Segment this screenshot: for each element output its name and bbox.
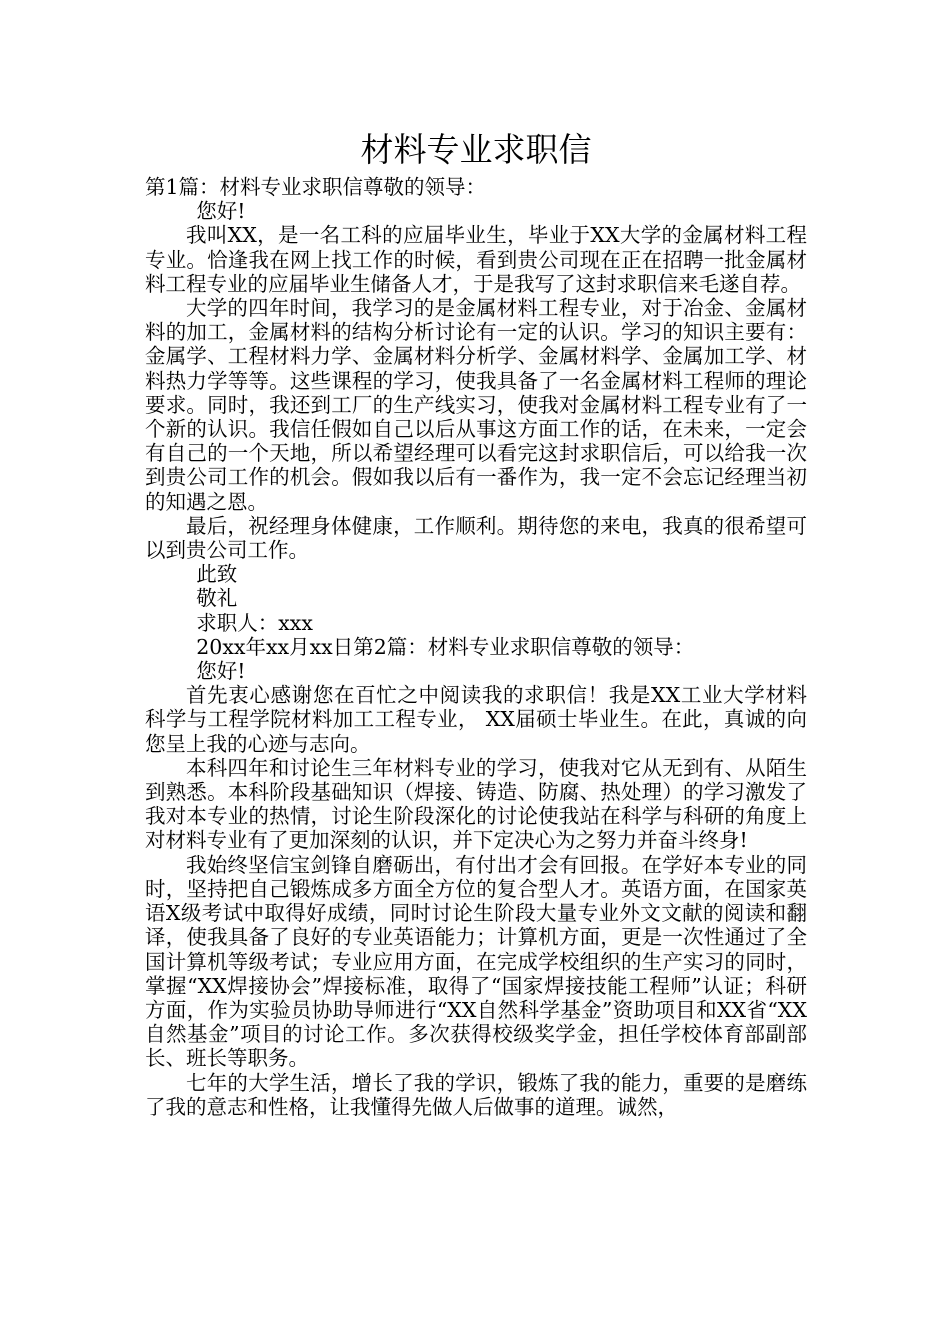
paragraph-3: 最后，祝经理身体健康，工作顺利。期待您的来电，我真的很希望可以到贵公司工作。	[145, 513, 807, 563]
document-title: 材料专业求职信	[360, 130, 592, 169]
paragraph-5: 本科四年和讨论生三年材料专业的学习，使我对它从无到有、从陌生到熟悉。本科阶段基础知识（焊接、铸造、防腐、热处理）的学习激发了我对本专业的热情，讨论生阶段深化的讨论使我站在科学与科研的角度上对材料专业有了更加深刻的认识，并下定决心为之努力并奋斗终身!	[145, 755, 807, 853]
greeting-2: 您好!	[196, 659, 246, 684]
document-page	[145, 125, 807, 1119]
paragraph-4: 首先衷心感谢您在百忙之中阅读我的求职信！我是XX工业大学材料科学与工程学院材料加工工程专业， XX届硕士毕业生。在此，真诚的向您呈上我的心迹与志向。	[145, 683, 807, 756]
paragraph-2: 大学的四年时间，我学习的是金属材料工程专业，对于冶金、金属材料的加工，金属材料的结构分析讨论有一定的认识。学习的知识主要有：金属学、工程材料力学、金属材料分析学、金属材料学、金属加工学、材料热力学等等。这些课程的学习，使我具备了一名金属材料工程师的理论要求。同时，我还到工厂的生产线实习，使我对金属材料工程专业有了一个新的认识。我信任假如自己以后从事这方面工作的话，在未来，一定会有自己的一个天地，所以希望经理可以看完这封求职信后，可以给我一次到贵公司工作的机会。假如我以后有一番作为，我一定不会忘记经理当初的知遇之恩。	[145, 296, 807, 514]
closing-line-1: 此致	[196, 562, 238, 587]
section-1-heading: 第1篇：材料专业求职信尊敬的领导：	[145, 175, 487, 199]
paragraph-1: 我叫XX，是一名工科的应届毕业生，毕业于XX大学的金属材料工程专业。恰逢我在网上找工作的时候，看到贵公司现在正在招聘一批金属材料工程专业的应届毕业生储备人才，于是我写了这封求职信来毛遂自荐。	[145, 223, 807, 296]
paragraph-7: 七年的大学生活，增长了我的学识，锻炼了我的能力，重要的是磨练了我的意志和性格，让我懂得先做人后做事的道理。诚然，	[145, 1070, 807, 1119]
closing-line-2: 敬礼	[196, 586, 238, 611]
date-and-section-2-heading: 20xx年xx月xx日第2篇：材料专业求职信尊敬的领导：	[196, 634, 695, 659]
greeting-1: 您好!	[196, 199, 246, 224]
signature-line: 求职人：xxx	[196, 610, 313, 635]
paragraph-6: 我始终坚信宝剑锋自磨砺出，有付出才会有回报。在学好本专业的同时，坚持把自己锻炼成多方面全方位的复合型人才。英语方面，在国家英语X级考试中取得好成绩，同时讨论生阶段大量专业外文文献的阅读和翻译，使我具备了良好的专业英语能力；计算机方面，更是一次性通过了全国计算机等级考试；专业应用方面，在完成学校组织的生产实习的同时，掌握“XX焊接协会”焊接标准，取得了“国家焊接技能工程师”认证；科研方面，作为实验员协助导师进行“XX自然科学基金”资助项目和XX省“XX自然基金”项目的讨论工作。多次获得校级奖学金，担任学校体育部副部长、班长等职务。	[145, 852, 807, 1071]
